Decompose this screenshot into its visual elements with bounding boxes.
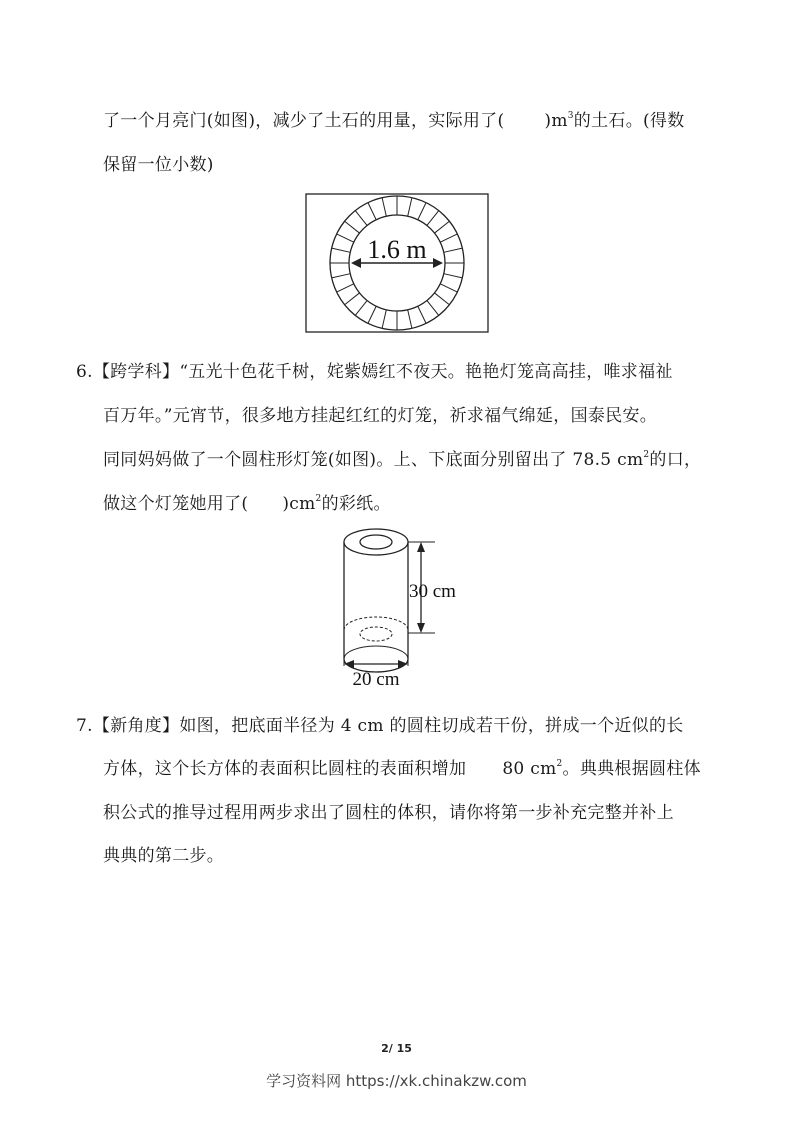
q7-line-3: 积公式的推导过程用两步求出了圆柱的体积，请你将第一步补充完整并补上: [103, 803, 674, 823]
q7-line-4: 典典的第二步。: [103, 846, 225, 866]
q6-line-4b: )cm: [282, 494, 316, 514]
q6-line-2: 百万年。”元宵节，很多地方挂起红红的灯笼，祈求福气绵延，国泰民安。: [103, 406, 658, 426]
lantern-diameter-label: 20 cm: [352, 669, 400, 690]
q7-line-2c: 。典典根据圆柱体: [562, 759, 701, 779]
footer-watermark: 学习资料网 https://xk.chinakzw.com: [266, 1072, 527, 1090]
moon-gate-diameter-label: 1.6 m: [367, 235, 427, 264]
lantern-cylinder-figure: [335, 525, 475, 690]
q6-line-4a: 做这个灯笼她用了(: [103, 494, 249, 514]
moon-gate-figure: [305, 193, 490, 334]
q6-line-4: [103, 489, 391, 514]
q5-line-2: 保留一位小数): [103, 155, 214, 175]
q7-line-2a: 方体，这个长方体的表面积比圆柱的表面积增加: [103, 759, 467, 779]
q7-line-1: 7.【新角度】如图，把底面半径为 4 cm 的圆柱切成若干份，拼成一个近似的长: [76, 716, 684, 736]
q5-line-1c: 的土石。(得数: [573, 111, 685, 131]
q5-line-1a: 了一个月亮门(如图)，减少了土石的用量，实际用了(: [103, 111, 505, 131]
lantern-height-label: 30 cm: [409, 581, 456, 602]
q6-line-4-sup: 2: [315, 494, 322, 504]
q6-line-3: [103, 445, 701, 470]
q6-line-4c: 的彩纸。: [321, 494, 391, 514]
q5-line-1b: )m: [544, 111, 568, 131]
q6-line-3-sup: 2: [643, 450, 650, 460]
q5-line-1: [103, 106, 685, 131]
q6-line-3b: 的口，: [649, 450, 702, 470]
page-number: 2/ 15: [381, 1042, 412, 1055]
q7-line-2b: 80 cm: [502, 759, 557, 779]
q5-unit-sup: 3: [567, 111, 574, 121]
q6-line-1: 6.【跨学科】“五光十色花千树，姹紫嫣红不夜天。艳艳灯笼高高挂，唯求福祉: [76, 362, 673, 382]
q7-line-2-sup: 2: [556, 759, 563, 769]
q6-line-3a: 同同妈妈做了一个圆柱形灯笼(如图)。上、下底面分别留出了 78.5 cm: [103, 450, 644, 470]
q7-line-2: [103, 754, 701, 779]
